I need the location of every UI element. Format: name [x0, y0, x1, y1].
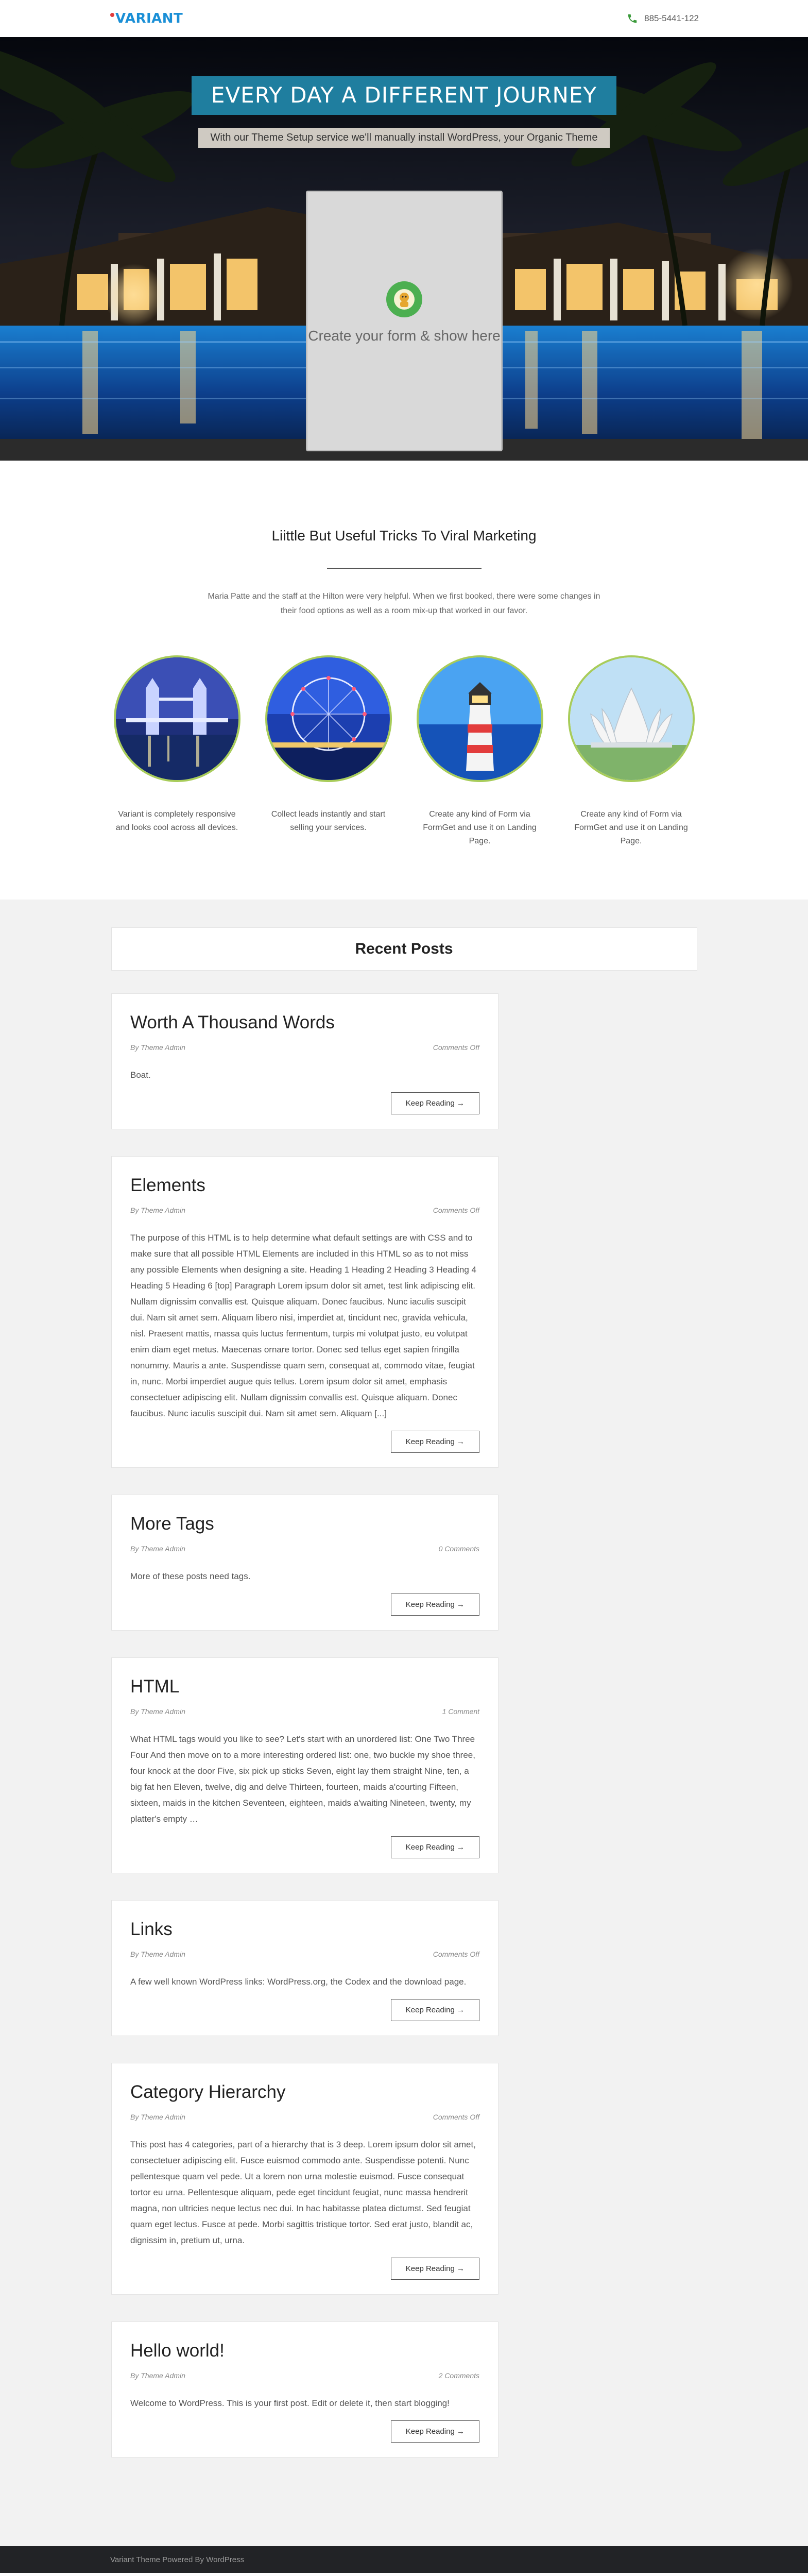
- tower-bridge-image: [114, 655, 240, 782]
- feature-caption: Collect leads instantly and start selling your services.: [271, 810, 386, 832]
- post-card: [111, 1900, 498, 2036]
- hero-section: [0, 37, 808, 461]
- form-mascot-icon: [386, 281, 422, 317]
- feature-caption: Create any kind of Form via FormGet and use it on Landing Page.: [423, 810, 537, 845]
- post-author[interactable]: By Theme Admin: [130, 1206, 185, 1214]
- post-title[interactable]: Hello world!: [130, 2341, 225, 2361]
- site-logo[interactable]: [110, 11, 183, 26]
- feature-item: [417, 655, 543, 848]
- keep-reading-button[interactable]: Keep Reading →: [391, 1092, 479, 1114]
- post-card: [111, 1156, 498, 1468]
- post-author[interactable]: By Theme Admin: [130, 1043, 185, 1052]
- keep-reading-button[interactable]: Keep Reading →: [391, 1431, 479, 1453]
- post-meta: [130, 1545, 479, 1553]
- feature-caption: Variant is completely responsive and looks cool across all devices.: [115, 810, 238, 832]
- post-title[interactable]: Category Hierarchy: [130, 2082, 286, 2102]
- keep-reading-button[interactable]: Keep Reading →: [391, 1999, 479, 2021]
- site-footer: [0, 2546, 808, 2573]
- post-comments[interactable]: Comments Off: [433, 1043, 479, 1052]
- posts-section: [0, 900, 808, 2546]
- lighthouse-image: [417, 655, 543, 782]
- post-excerpt: What HTML tags would you like to see? Let's start with an unordered list: One Two Three Four And then move on to a more interesting ordered list: one, two buckle my shoe three, four knock at the door Five, six pick up sticks Seven, eight lay them straight Nine, ten, a big fat hen Eleven, twelve, dig and delve Thirteen, fourteen, maids a'courting Fifteen, sixteen, maids in the kitchen Seventeen, eighteen, maids a'waiting Nineteen, twenty, my platter's empty …: [130, 1734, 475, 1824]
- post-comments[interactable]: 2 Comments: [438, 2371, 479, 2380]
- post-meta: [130, 1043, 479, 1052]
- post-meta: [130, 1206, 479, 1214]
- post-author[interactable]: By Theme Admin: [130, 1707, 185, 1716]
- post-card: [111, 993, 498, 1129]
- phone-number: 885-5441-122: [644, 13, 699, 23]
- keep-reading-button[interactable]: Keep Reading →: [391, 1594, 479, 1616]
- post-excerpt: More of these posts need tags.: [130, 1571, 251, 1581]
- feature-item: [568, 655, 695, 848]
- feature-list: [0, 655, 808, 848]
- post-card: [111, 2321, 498, 2458]
- footer-credit[interactable]: Variant Theme Powered By WordPress: [110, 2555, 245, 2564]
- london-eye-image: [265, 655, 392, 782]
- features-section: [0, 461, 808, 900]
- post-comments[interactable]: Comments Off: [433, 2113, 479, 2121]
- post-title[interactable]: Worth A Thousand Words: [130, 1012, 335, 1032]
- post-excerpt: A few well known WordPress links: WordPress.org, the Codex and the download page.: [130, 1977, 467, 1987]
- phone-icon: [627, 13, 638, 24]
- post-excerpt: The purpose of this HTML is to help determine what default settings are with CSS and to make sure that all possible HTML Elements are included in this HTML so as to not miss any possible Elements when designing a site. Heading 1 Heading 2 Heading 3 Heading 4 Heading 5 Heading 6 [top] Paragraph Lorem ipsum dolor sit amet, test link adipiscing elit. Nullam dignissim convallis est. Quisque aliquam. Donec faucibus. Nunc iaculis suscipit dui. Nam sit amet sem. Aliquam libero nisi, imperdiet at, tincidunt nec, gravida vehicula, nisl. Praesent mattis, massa quis luctus fermentum, turpis mi volutpat justo, eu volutpat enim diam eget metus. Maecenas ornare tortor. Donec sed tellus eget sapien fringilla nonummy. Mauris a ante. Suspendisse quam sem, consequat at, commodo vitae, feugiat in, nunc. Morbi imperdiet augue quis tellus. Lorem ipsum dolor sit amet, emphasis consectetuer adipiscing elit. Nullam dignissim convallis est. Quisque aliquam. Donec faucibus. Nunc iaculis suscipit dui. Nam sit amet sem. Aliquam [...]: [130, 1233, 476, 1418]
- keep-reading-button[interactable]: Keep Reading →: [391, 2258, 479, 2280]
- form-placeholder-text: Create your form & show here: [308, 327, 501, 344]
- post-comments[interactable]: 0 Comments: [438, 1545, 479, 1553]
- post-meta: [130, 1950, 479, 1958]
- logo-text: VARIANT: [115, 11, 183, 26]
- features-title: Liittle But Useful Tricks To Viral Marketing: [271, 528, 537, 544]
- features-divider: [327, 568, 482, 569]
- lotus-temple-image: [568, 655, 695, 782]
- post-card: [111, 1495, 498, 1631]
- post-author[interactable]: By Theme Admin: [130, 1545, 185, 1553]
- post-comments[interactable]: 1 Comment: [442, 1707, 479, 1716]
- post-excerpt: Boat.: [130, 1070, 151, 1080]
- post-comments[interactable]: Comments Off: [433, 1206, 479, 1214]
- feature-item: [265, 655, 392, 848]
- post-comments[interactable]: Comments Off: [433, 1950, 479, 1958]
- recent-posts-heading: Recent Posts: [111, 927, 697, 971]
- post-meta: [130, 2371, 479, 2380]
- hero-subtitle: With our Theme Setup service we'll manually install WordPress, your Organic Theme: [198, 128, 610, 148]
- post-card: [111, 1657, 498, 1873]
- keep-reading-button[interactable]: Keep Reading →: [391, 1836, 479, 1858]
- post-author[interactable]: By Theme Admin: [130, 2371, 185, 2380]
- post-title[interactable]: More Tags: [130, 1514, 214, 1534]
- post-title[interactable]: Links: [130, 1919, 173, 1939]
- feature-caption: Create any kind of Form via FormGet and use it on Landing Page.: [574, 810, 688, 845]
- post-author[interactable]: By Theme Admin: [130, 2113, 185, 2121]
- post-title[interactable]: Elements: [130, 1175, 205, 1195]
- hero-title: EVERY DAY A DIFFERENT JOURNEY: [192, 76, 616, 115]
- site-header: [0, 0, 808, 37]
- logo-dot-icon: [110, 13, 114, 17]
- lead-form-placeholder[interactable]: [306, 191, 503, 451]
- post-meta: [130, 2113, 479, 2121]
- post-excerpt: Welcome to WordPress. This is your first post. Edit or delete it, then start blogging!: [130, 2398, 450, 2408]
- feature-item: [114, 655, 240, 848]
- features-intro: Maria Patte and the staff at the Hilton were very helpful. When we first booked, there were some changes in their food options as well as a room mix-up that worked in our favor.: [208, 592, 600, 615]
- post-title[interactable]: HTML: [130, 1676, 180, 1697]
- post-excerpt: This post has 4 categories, part of a hierarchy that is 3 deep. Lorem ipsum dolor sit amet, consectetuer adipiscing elit. Fusce euismod commodo ante. Suspendisse potenti. Nunc pellentesque quam vel pede. Ut a lorem non urna molestie euismod. Fusce consequat tortor eu urna. Pellentesque aliquam, pede eget tincidunt feugiat, nunc massa hendrerit magna, non ultricies neque lectus nec dui. In hac habitasse platea dictumst. Sed feugiat quam eget lectus. Fusce at pede. Morbi sagittis tristique tortor. Sed erat justo, blandit ac, dignissim in, pretium ut, urna.: [130, 2140, 476, 2245]
- keep-reading-button[interactable]: Keep Reading →: [391, 2420, 479, 2443]
- post-card: [111, 2063, 498, 2295]
- post-meta: [130, 1707, 479, 1716]
- post-author[interactable]: By Theme Admin: [130, 1950, 185, 1958]
- header-phone: [627, 13, 699, 24]
